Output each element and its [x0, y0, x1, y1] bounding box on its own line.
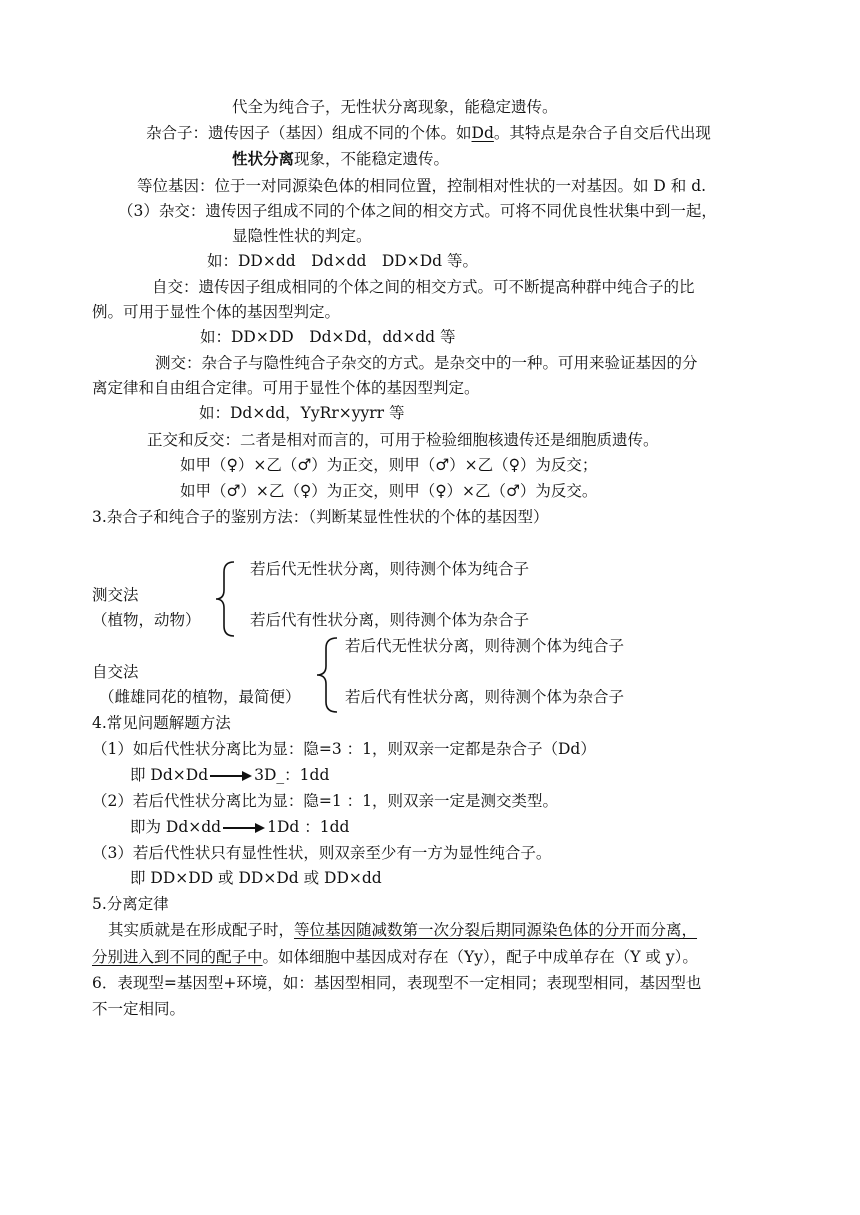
segregation-essence-underlined-2: 分别进入到不同的配子中: [92, 948, 263, 966]
brace-icon: [214, 560, 236, 638]
selfing-definition: 自交：遗传因子组成相同的个体之间的相交方式。可不断提高种群中纯合子的比: [152, 278, 695, 296]
testcross-result-2: 若后代有性状分离，则待测个体为杂合子: [250, 611, 530, 629]
allele-definition: 等位基因：位于一对同源染色体的相同位置，控制相对性状的一对基因。如 D 和 d.: [137, 177, 707, 195]
item-1-ratio: 3D_：1dd: [254, 766, 330, 784]
reciprocal-example-1: 如甲（♀）×乙（♂）为正交，则甲（♂）×乙（♀）为反交；: [180, 456, 598, 474]
heterozygote-definition: [146, 122, 711, 144]
brace-icon: [315, 636, 339, 714]
method-item-2-example: [130, 816, 349, 838]
heterozygote-text: 杂合子：遗传因子（基因）组成不同的个体。如: [146, 124, 472, 142]
segregation-law-text-cont: [92, 946, 698, 968]
selfing-result-1: 若后代无性状分离，则待测个体为纯合子: [345, 637, 625, 655]
method-item-1-example: [130, 764, 329, 786]
selfing-result-2: 若后代有性状分离，则待测个体为杂合子: [345, 688, 625, 706]
heterozygote-text-3: 现象，不能稳定遗传。: [294, 150, 450, 168]
item-1-cross: 即 Dd×Dd: [130, 766, 209, 784]
selfing-method-name: 自交法: [92, 663, 139, 681]
item-2-ratio: 1Dd ：1dd: [267, 818, 350, 836]
cross-example: 如：DD×dd Dd×dd DD×Dd 等。: [207, 252, 478, 270]
selfing-definition-cont: 例。可用于显性个体的基因型判定。: [92, 303, 341, 321]
testcross-example: 如：Dd×dd，YyRr×yyrr 等: [199, 404, 405, 422]
arrow-right-icon: [210, 770, 252, 782]
heterozygote-definition-cont: [232, 148, 449, 170]
para-pure-line-end: 代全为纯合子，无性状分离现象，能稳定遗传。: [232, 98, 558, 116]
segregation-law-text: [108, 919, 697, 941]
testcross-method-name: 测交法: [92, 586, 139, 604]
trait-segregation-term: 性状分离: [232, 149, 295, 168]
testcross-method-note: （植物，动物）: [92, 611, 201, 629]
section-6-text: 6．表现型=基因型+环境，如：基因型相同，表现型不一定相同；表现型相同，基因型也: [92, 974, 702, 992]
section-5-title: 5.分离定律: [92, 895, 169, 913]
testcross-result-1: 若后代无性状分离，则待测个体为纯合子: [250, 560, 530, 578]
method-item-3: （3）若后代性状只有显性性状，则双亲至少有一方为显性纯合子。: [92, 844, 552, 862]
reciprocal-definition: 正交和反交：二者是相对而言的，可用于检验细胞核遗传还是细胞质遗传。: [147, 431, 659, 449]
section-3-title: 3.杂合子和纯合子的鉴别方法：（判断某显性性状的个体的基因型）: [92, 508, 549, 526]
selfing-example: 如：DD×DD Dd×Dd，dd×dd 等: [200, 328, 456, 346]
section-4-title: 4.常见问题解题方法: [92, 714, 231, 732]
cross-definition: （3）杂交：遗传因子组成不同的个体之间的相交方式。可将不同优良性状集中到一起，: [118, 202, 717, 220]
reciprocal-example-2: 如甲（♂）×乙（♀）为正交，则甲（♀）×乙（♂）为反交。: [180, 482, 598, 500]
item-2-cross: 即为 Dd×dd: [130, 818, 222, 836]
selfing-method-note: （雌雄同花的植物，最简便）: [99, 688, 301, 706]
testcross-definition: 测交：杂合子与隐性纯合子杂交的方式。是杂交中的一种。可用来验证基因的分: [155, 354, 698, 372]
testcross-definition-cont: 离定律和自由组合定律。可用于显性个体的基因型判定。: [92, 379, 480, 397]
cross-definition-cont: 显隐性性状的判定。: [232, 227, 372, 245]
arrow-right-icon: [223, 822, 265, 834]
section-6-text-cont: 不一定相同。: [92, 1000, 186, 1018]
segregation-essence-underlined: 等位基因随减数第一次分裂后期同源染色体的分开而分离，: [294, 921, 698, 939]
heterozygote-text-2: 。其特点是杂合子自交后代出现: [493, 124, 711, 142]
method-item-2: （2）若后代性状分离比为显：隐=1 ：1，则双亲一定是测交类型。: [92, 792, 559, 810]
method-item-3-example: 即 DD×DD 或 DD×Dd 或 DD×dd: [130, 869, 382, 887]
method-item-1: （1）如后代性状分离比为显：隐=3 ：1，则双亲一定都是杂合子（Dd）: [92, 740, 596, 758]
segregation-text-2: 。如体细胞中基因成对存在（Yy），配子中成单存在（Y 或 y）。: [262, 948, 698, 966]
segregation-text-1: 其实质就是在形成配子时，: [108, 921, 295, 939]
heterozygote-example: Dd: [471, 124, 494, 142]
